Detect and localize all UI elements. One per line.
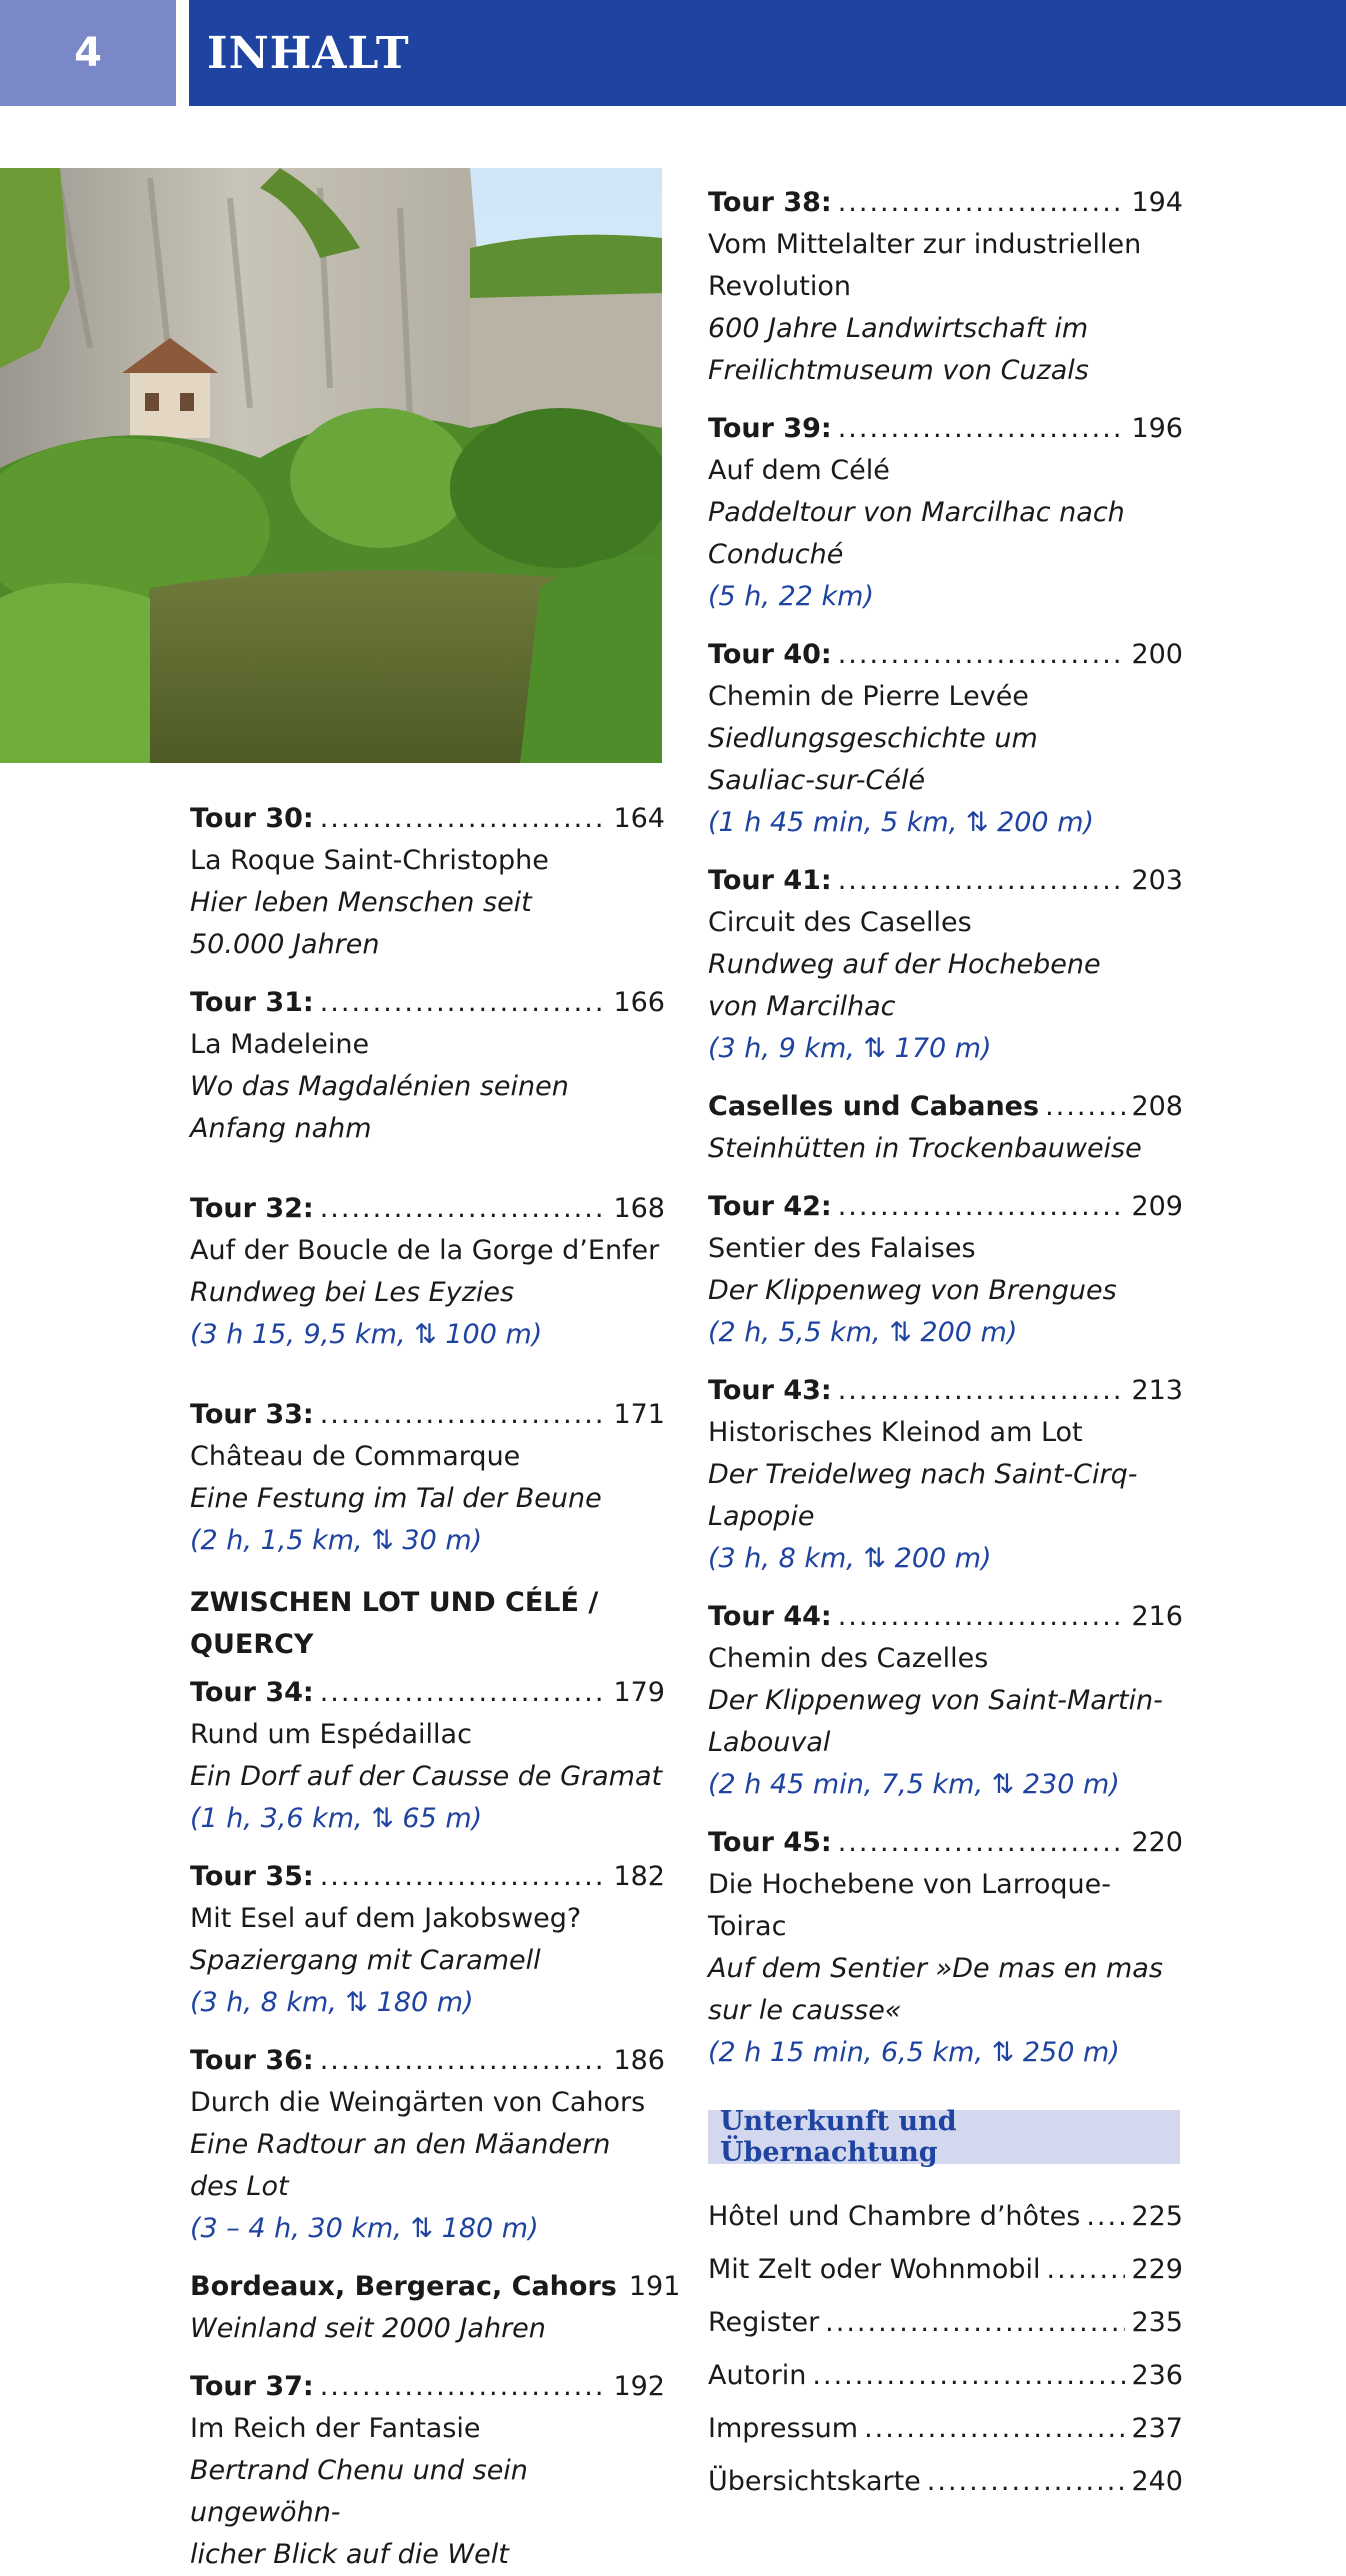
toc-entry-place: Circuit des Caselles	[708, 907, 972, 938]
toc-entry-description: Weinland seit 2000 Jahren	[190, 2313, 546, 2344]
toc-entry-place: Vom Mittelalter zur industriellen Revolution	[708, 229, 1142, 302]
toc-entry-route-info: (3 h, 8 km, ⇅ 200 m)	[708, 1543, 992, 1574]
toc-entry-route-info: (2 h, 1,5 km, ⇅ 30 m)	[190, 1525, 483, 1556]
toc-entry-title-line	[190, 798, 665, 840]
toc-entry[interactable]	[190, 1188, 665, 1356]
toc-entry-description: Steinhütten in Trockenbauweise	[708, 1133, 1142, 1164]
toc-entry-place: Historisches Kleinod am Lot	[708, 1417, 1083, 1448]
toc-entry-page: 213	[1131, 1375, 1183, 1406]
toc-entry-place: Rund um Espédaillac	[190, 1719, 472, 1750]
cliff-river-village-photo	[0, 168, 662, 763]
toc-entry-route-info: (2 h, 5,5 km, ⇅ 200 m)	[708, 1317, 1018, 1348]
toc-entry-label: Tour 45:	[708, 1827, 832, 1858]
toc-entry-label: Tour 31:	[190, 987, 314, 1018]
toc-entry-page: 166	[613, 987, 665, 1018]
toc-entry[interactable]	[190, 798, 665, 966]
toc-entry-description: Bertrand Chenu und sein ungewöhn-	[190, 2455, 528, 2528]
toc-entry-route-info: (1 h 45 min, 5 km, ⇅ 200 m)	[708, 807, 1095, 838]
dot-leader	[1086, 2190, 1125, 2243]
dot-leader	[838, 182, 1126, 224]
toc-entry-description: sur le causse«	[708, 1995, 902, 2026]
toc-entry-route-info: (1 h, 3,6 km, ⇅ 65 m)	[190, 1803, 483, 1834]
toc-entry[interactable]	[708, 860, 1183, 1070]
appendix-entry-page: 235	[1131, 2307, 1183, 2338]
dot-leader	[320, 1672, 608, 1714]
toc-entry-title-line	[708, 634, 1183, 676]
appendix-list	[708, 2190, 1183, 2508]
appendix-entry-page: 240	[1131, 2466, 1183, 2497]
dot-leader	[320, 1856, 608, 1898]
dot-leader	[838, 634, 1126, 676]
dot-leader	[320, 2366, 608, 2408]
toc-entry-page: 220	[1131, 1827, 1183, 1858]
appendix-entry-label: Mit Zelt oder Wohnmobil	[708, 2254, 1041, 2285]
toc-entry-label: Tour 41:	[708, 865, 832, 896]
toc-entry-description: Paddeltour von Marcilhac nach	[708, 497, 1125, 528]
toc-entry-title-line	[708, 1596, 1183, 1638]
toc-entry-title-line	[190, 2040, 665, 2082]
appendix-entry[interactable]	[708, 2296, 1183, 2349]
dot-leader	[825, 2296, 1125, 2349]
toc-entry[interactable]	[190, 1856, 665, 2024]
toc-entry-place: La Madeleine	[190, 1029, 370, 1060]
appendix-entry[interactable]	[708, 2190, 1183, 2243]
dot-leader	[320, 1188, 608, 1230]
appendix-entry[interactable]	[708, 2243, 1183, 2296]
toc-entry-description: Freilichtmuseum von Cuzals	[708, 355, 1089, 386]
toc-entry-description: Rundweg bei Les Eyzies	[190, 1277, 515, 1308]
toc-entry-place: Auf der Boucle de la Gorge d’Enfer	[190, 1235, 660, 1266]
toc-entry-page: 200	[1131, 639, 1183, 670]
toc-entry-page: 186	[613, 2045, 665, 2076]
page-title: INHALT	[189, 0, 1346, 106]
toc-entry-description: Anfang nahm	[190, 1113, 372, 1144]
toc-entry[interactable]	[190, 2366, 665, 2576]
toc-entry-title-line	[708, 860, 1183, 902]
section-heading: ZWISCHEN LOT UND CÉLÉ / QUERCY	[190, 1587, 599, 1660]
toc-entry-label: Tour 42:	[708, 1191, 832, 1222]
toc-entry-place: Château de Commarque	[190, 1441, 521, 1472]
toc-entry-label: Tour 35:	[190, 1861, 314, 1892]
appendix-entry-label: Register	[708, 2307, 820, 2338]
toc-entry-label: Caselles und Cabanes	[708, 1091, 1040, 1122]
toc-entry[interactable]	[190, 2266, 681, 2350]
toc-entry-description: Der Treidelweg nach Saint-Cirq-Lapopie	[708, 1459, 1138, 1532]
toc-entry-place: Im Reich der Fantasie	[190, 2413, 481, 2444]
toc-entry-page: 192	[613, 2371, 665, 2402]
toc-entry-page: 179	[613, 1677, 665, 1708]
appendix-entry-page: 236	[1131, 2360, 1183, 2391]
toc-entry-title-line	[708, 1186, 1183, 1228]
toc-entry-description: Eine Festung im Tal der Beune	[190, 1483, 602, 1514]
dot-leader	[320, 2040, 608, 2082]
toc-entry-description: Der Klippenweg von Brengues	[708, 1275, 1117, 1306]
appendix-entry-label: Impressum	[708, 2413, 859, 2444]
dot-leader	[838, 1370, 1126, 1412]
toc-entry[interactable]	[708, 1370, 1183, 1580]
toc-entry-page: 209	[1131, 1191, 1183, 1222]
appendix-entry[interactable]	[708, 2455, 1183, 2508]
toc-entry-place: La Roque Saint-Christophe	[190, 845, 549, 876]
toc-entry-route-info: (2 h 45 min, 7,5 km, ⇅ 230 m)	[708, 1769, 1120, 1800]
appendix-entry-page: 225	[1131, 2201, 1183, 2232]
dot-leader	[320, 982, 608, 1024]
toc-entry-place: Mit Esel auf dem Jakobsweg?	[190, 1903, 582, 1934]
toc-entry-description: Hier leben Menschen seit	[190, 887, 532, 918]
toc-entry-route-info: (2 h 15 min, 6,5 km, ⇅ 250 m)	[708, 2037, 1120, 2068]
toc-entry-title-line	[708, 1822, 1183, 1864]
toc-entry[interactable]	[708, 1086, 1183, 1170]
dot-leader	[320, 798, 608, 840]
appendix-entry-page: 237	[1131, 2413, 1183, 2444]
toc-entry-title-line	[708, 1370, 1183, 1412]
toc-entry[interactable]	[190, 2040, 665, 2250]
toc-entry-label: Bordeaux, Bergerac, Cahors	[190, 2271, 617, 2302]
toc-entry[interactable]	[708, 1186, 1183, 1354]
toc-right-column	[708, 182, 1183, 2508]
toc-entry-route-info: (3 h, 8 km, ⇅ 180 m)	[190, 1987, 474, 2018]
toc-entry-route-info: (3 h 15, 9,5 km, ⇅ 100 m)	[190, 1319, 543, 1350]
dot-leader	[1047, 2243, 1126, 2296]
toc-entry-label: Tour 34:	[190, 1677, 314, 1708]
toc-entry-title-line	[190, 2266, 681, 2308]
toc-entry-page: 164	[613, 803, 665, 834]
dot-leader	[838, 408, 1126, 450]
toc-entry-place: Sentier des Falaises	[708, 1233, 976, 1264]
toc-entry-description: Siedlungsgeschichte um	[708, 723, 1038, 754]
toc-entry-place: Chemin de Pierre Levée	[708, 681, 1029, 712]
toc-entry-label: Tour 33:	[190, 1399, 314, 1430]
toc-entry-page: 182	[613, 1861, 665, 1892]
toc-entry-description: Ein Dorf auf der Causse de Gramat	[190, 1761, 663, 1792]
toc-entry-title-line	[708, 408, 1183, 450]
toc-entry-route-info: (5 h, 22 km)	[708, 581, 874, 612]
toc-entry[interactable]	[708, 408, 1183, 618]
toc-entry-label: Tour 38:	[708, 187, 832, 218]
appendix-entry-label: Übersichtskarte	[708, 2466, 921, 2497]
toc-entry-page: 194	[1131, 187, 1183, 218]
toc-entry-description: Sauliac-sur-Célé	[708, 765, 926, 796]
toc-entry-description: Spaziergang mit Caramell	[190, 1945, 541, 1976]
toc-entry-title-line	[190, 2366, 665, 2408]
toc-entry-page: 171	[613, 1399, 665, 1430]
dot-leader	[838, 860, 1126, 902]
toc-entry-description: Conduché	[708, 539, 844, 570]
toc-entry-page: 196	[1131, 413, 1183, 444]
toc-entry-page: 168	[613, 1193, 665, 1224]
appendix-entry-label: Autorin	[708, 2360, 807, 2391]
toc-entry-page: 208	[1131, 1091, 1183, 1122]
toc-entry-title-line	[190, 1856, 665, 1898]
appendix-entry[interactable]	[708, 2402, 1183, 2455]
toc-left-column	[190, 798, 681, 2576]
toc-entry-place: Auf dem Célé	[708, 455, 890, 486]
toc-entry[interactable]	[708, 1822, 1183, 2074]
toc-entry-page: 191	[628, 2271, 681, 2302]
appendix-entry[interactable]	[708, 2349, 1183, 2402]
toc-entry-description: Der Klippenweg von Saint-Martin-	[708, 1685, 1163, 1716]
subsection-title: Unterkunft und Übernachtung	[708, 2110, 1180, 2164]
dot-leader	[927, 2455, 1126, 2508]
toc-entry-label: Tour 40:	[708, 639, 832, 670]
toc-entry-place: Die Hochebene von Larroque-Toirac	[708, 1869, 1111, 1942]
toc-entry-description: von Marcilhac	[708, 991, 896, 1022]
dot-leader	[812, 2349, 1125, 2402]
toc-entry-description: Eine Radtour an den Mäandern des Lot	[190, 2129, 611, 2202]
toc-entry[interactable]	[708, 634, 1183, 844]
toc-entry-route-info: (3 – 4 h, 30 km, ⇅ 180 m)	[190, 2213, 539, 2244]
toc-entry[interactable]	[190, 1394, 665, 1562]
toc-entry-title-line	[190, 1672, 665, 1714]
toc-entry-title-line	[190, 982, 665, 1024]
toc-entry-page: 203	[1131, 865, 1183, 896]
dot-leader	[864, 2402, 1125, 2455]
dot-leader	[838, 1596, 1126, 1638]
toc-entry[interactable]	[190, 982, 665, 1150]
toc-entry-label: Tour 30:	[190, 803, 314, 834]
toc-entry-title-line	[708, 182, 1183, 224]
dot-leader	[838, 1186, 1126, 1228]
toc-entry-description: Auf dem Sentier »De mas en mas	[708, 1953, 1163, 1984]
dot-leader	[320, 1394, 608, 1436]
toc-entry[interactable]	[708, 182, 1183, 392]
toc-entry-label: Tour 44:	[708, 1601, 832, 1632]
toc-entry-description: Wo das Magdalénien seinen	[190, 1071, 569, 1102]
toc-entry-label: Tour 39:	[708, 413, 832, 444]
toc-entry[interactable]	[190, 1672, 665, 1840]
toc-entry-page: 216	[1131, 1601, 1183, 1632]
toc-entry-label: Tour 43:	[708, 1375, 832, 1406]
toc-entry-label: Tour 36:	[190, 2045, 314, 2076]
toc-entry-description: licher Blick auf die Welt	[190, 2539, 509, 2570]
toc-entry-description: 50.000 Jahren	[190, 929, 380, 960]
toc-entry-title-line	[190, 1394, 665, 1436]
dot-leader	[1045, 1086, 1125, 1128]
toc-entry-title-line	[708, 1086, 1183, 1128]
toc-entry[interactable]	[708, 1596, 1183, 1806]
toc-entry-description: 600 Jahre Landwirtschaft im	[708, 313, 1089, 344]
toc-entry-title-line	[190, 1188, 665, 1230]
toc-entry-label: Tour 32:	[190, 1193, 314, 1224]
dot-leader	[838, 1822, 1126, 1864]
toc-entry-route-info: (3 h, 9 km, ⇅ 170 m)	[708, 1033, 992, 1064]
toc-entry-description: Rundweg auf der Hochebene	[708, 949, 1101, 980]
toc-entry-description: Labouval	[708, 1727, 831, 1758]
toc-entry-place: Durch die Weingärten von Cahors	[190, 2087, 646, 2118]
page-number: 4	[0, 0, 176, 106]
appendix-entry-label: Hôtel und Chambre d’hôtes	[708, 2201, 1081, 2232]
toc-entry-place: Chemin des Cazelles	[708, 1643, 989, 1674]
toc-entry-label: Tour 37:	[190, 2371, 314, 2402]
appendix-entry-page: 229	[1131, 2254, 1183, 2285]
